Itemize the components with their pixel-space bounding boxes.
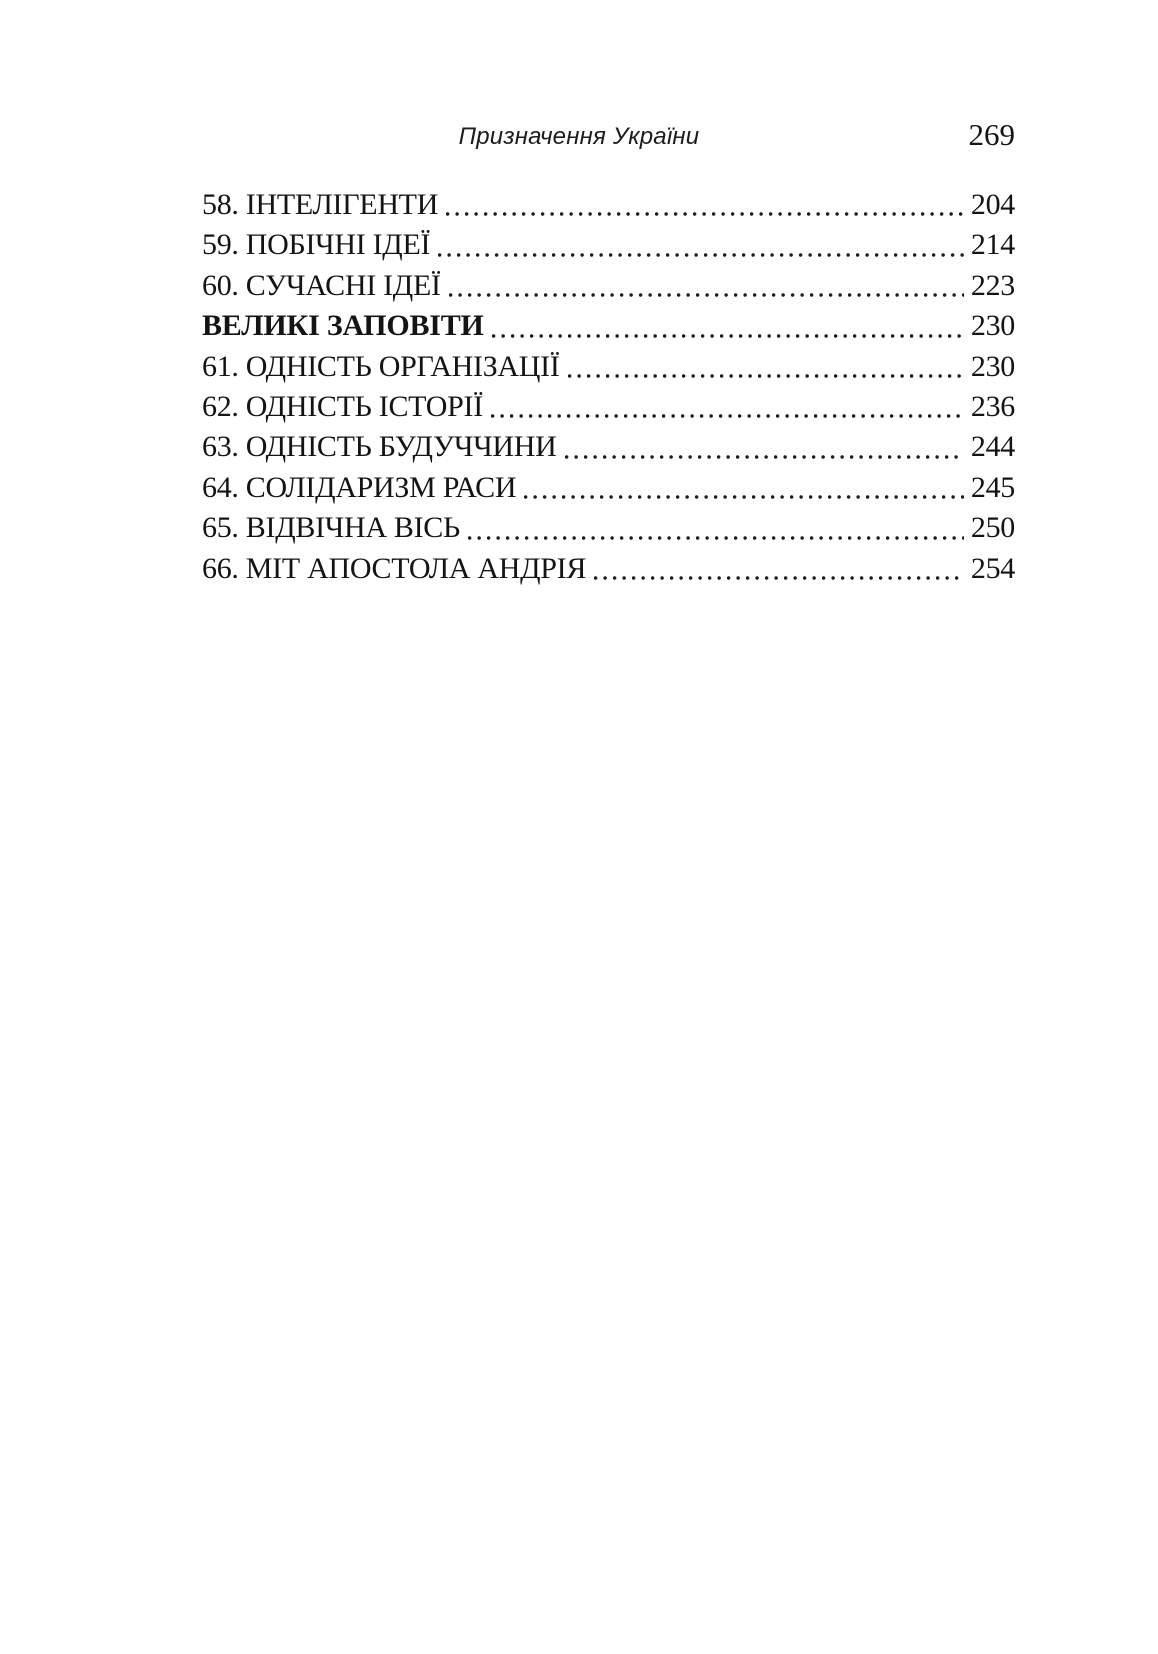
toc-entry-page: 214 (970, 228, 1015, 262)
toc-entry-row (202, 468, 1015, 508)
dot-leader (524, 495, 964, 499)
toc-entry-row (202, 185, 1015, 225)
toc-entry-page: 230 (970, 309, 1015, 343)
toc-entry-page: 230 (970, 349, 1015, 383)
toc-entry-label: 62. ОДНІСТЬ ІСТОРІЇ (202, 389, 483, 423)
toc-entry-label: 64. СОЛІДАРИЗМ РАСИ (202, 470, 517, 504)
running-header-page-number: 269 (968, 117, 1015, 152)
dot-leader (492, 334, 964, 338)
toc-entry-label: 65. ВІДВІЧНА ВІСЬ (202, 511, 460, 545)
dot-leader (491, 414, 964, 418)
dot-leader (568, 374, 964, 378)
dot-leader (565, 455, 964, 459)
dot-leader (438, 253, 964, 257)
toc-entry-label: 60. СУЧАСНІ ІДЕЇ (202, 268, 441, 302)
toc-entry-page: 245 (970, 470, 1015, 504)
toc-entry-row (202, 387, 1015, 427)
dot-leader (446, 212, 964, 216)
toc-entry-row (202, 549, 1015, 589)
toc-entry-label: ВЕЛИКІ ЗАПОВІТИ (202, 309, 484, 343)
toc-list (202, 185, 1015, 589)
toc-entry-label: 63. ОДНІСТЬ БУДУЧЧИНИ (202, 430, 557, 464)
toc-entry-row (202, 427, 1015, 467)
toc-entry-page: 236 (970, 389, 1015, 423)
toc-entry-label: 59. ПОБІЧНІ ІДЕЇ (202, 228, 431, 262)
dot-leader (449, 293, 964, 297)
dot-leader (468, 536, 964, 540)
toc-entry-page: 250 (970, 511, 1015, 545)
toc-entry-row (202, 266, 1015, 306)
running-header (0, 0, 1158, 170)
toc-entry-label: 61. ОДНІСТЬ ОРГАНІЗАЦІЇ (202, 349, 560, 383)
toc-entry-row (202, 225, 1015, 265)
toc-entry-row (202, 508, 1015, 548)
running-header-title: Призначення України (458, 123, 700, 150)
toc-entry-page: 223 (970, 268, 1015, 302)
toc-entry-page: 244 (970, 430, 1015, 464)
toc-entry-page: 204 (970, 188, 1015, 221)
toc-entry-label: 66. МІТ АПОСТОЛА АНДРІЯ (202, 551, 587, 585)
toc-entry-label: 58. ІНТЕЛІГЕНТИ (202, 188, 439, 221)
toc-entry-row (202, 306, 1015, 346)
toc-entry-row (202, 347, 1015, 387)
dot-leader (594, 576, 964, 580)
toc-entry-page: 254 (970, 551, 1015, 585)
